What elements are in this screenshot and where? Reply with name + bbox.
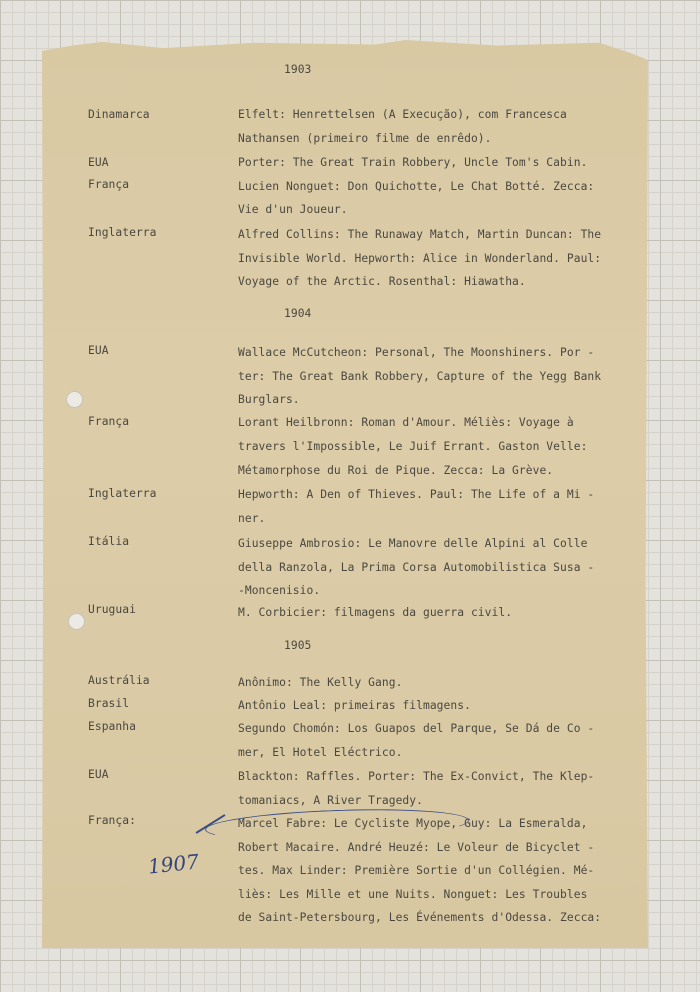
handwritten-note: 1907 xyxy=(146,849,201,879)
country-label: Austrália xyxy=(88,674,150,687)
entry-line: Alfred Collins: The Runaway Match, Martin Duncan: The xyxy=(238,228,602,241)
entry-line: de Saint-Petersbourg, Les Événements d'Odessa. Zecca: xyxy=(238,911,602,924)
country-label: Dinamarca xyxy=(88,108,150,121)
country-label: França xyxy=(88,178,130,191)
entry-line: tomaniacs, A River Tragedy. xyxy=(238,794,423,807)
entry-line: Blackton: Raffles. Porter: The Ex-Convict, The Klep- xyxy=(238,770,595,783)
punch-hole xyxy=(66,391,83,408)
country-label: Espanha xyxy=(88,720,136,733)
entry-line: Giuseppe Ambrosio: Le Manovre delle Alpini al Colle xyxy=(238,537,588,550)
entry-line: tes. Max Linder: Première Sortie d'un Collégien. Mé- xyxy=(238,864,595,877)
entry-line: Voyage of the Arctic. Rosenthal: Hiawatha. xyxy=(238,275,526,288)
year-heading: 1905 xyxy=(284,639,312,652)
entry-line: ner. xyxy=(238,512,266,525)
entry-line: Elfelt: Henrettelsen (A Execução), com Francesca xyxy=(238,108,567,121)
entry-line: Lucien Nonguet: Don Quichotte, Le Chat Botté. Zecca: xyxy=(238,180,595,193)
entry-line: ter: The Great Bank Robbery, Capture of the Yegg Bank xyxy=(238,370,602,383)
entry-line: liès: Les Mille et une Nuits. Nonguet: Les Troubles xyxy=(238,888,588,901)
country-label: Uruguai xyxy=(88,603,136,616)
country-label: Brasil xyxy=(88,697,130,710)
entry-line: Vie d'un Joueur. xyxy=(238,203,348,216)
entry-line: -Moncenisio. xyxy=(238,584,321,597)
entry-line: Hepworth: A Den of Thieves. Paul: The Life of a Mi - xyxy=(238,488,595,501)
entry-line: Nathansen (primeiro filme de enrêdo). xyxy=(238,132,492,145)
entry-line: Invisible World. Hepworth: Alice in Wonderland. Paul: xyxy=(238,252,602,265)
country-label: Itália xyxy=(88,535,130,548)
country-label: Inglaterra xyxy=(88,226,157,239)
entry-line: Porter: The Great Train Robbery, Uncle Tom's Cabin. xyxy=(238,156,588,169)
country-label: EUA xyxy=(88,768,109,781)
country-label: EUA xyxy=(88,156,109,169)
entry-line: della Ranzola, La Prima Corsa Automobilistica Susa - xyxy=(238,561,595,574)
country-label: Inglaterra xyxy=(88,487,157,500)
entry-line: M. Corbicier: filmagens da guerra civil. xyxy=(238,606,513,619)
entry-line: Antônio Leal: primeiras filmagens. xyxy=(238,699,471,712)
country-label: França xyxy=(88,415,130,428)
entry-line: Marcel Fabre: Le Cycliste Myope, Guy: La Esmeralda, xyxy=(238,817,588,830)
punch-hole xyxy=(68,613,85,630)
year-heading: 1904 xyxy=(284,307,312,320)
country-label: França: xyxy=(88,814,136,827)
entry-line: Anônimo: The Kelly Gang. xyxy=(238,676,403,689)
year-heading: 1903 xyxy=(284,63,312,76)
entry-line: Lorant Heilbronn: Roman d'Amour. Méliès: Voyage à xyxy=(238,416,574,429)
country-label: EUA xyxy=(88,344,109,357)
entry-line: Métamorphose du Roi de Pique. Zecca: La Grève. xyxy=(238,464,554,477)
entry-line: Robert Macaire. André Heuzé: Le Voleur de Bicyclet - xyxy=(238,841,595,854)
entry-line: travers l'Impossible, Le Juif Errant. Gaston Velle: xyxy=(238,440,588,453)
entry-line: Wallace McCutcheon: Personal, The Moonshiners. Por - xyxy=(238,346,595,359)
entry-line: mer, El Hotel Eléctrico. xyxy=(238,746,403,759)
entry-line: Burglars. xyxy=(238,393,300,406)
entry-line: Segundo Chomón: Los Guapos del Parque, Se Dá de Co - xyxy=(238,722,595,735)
